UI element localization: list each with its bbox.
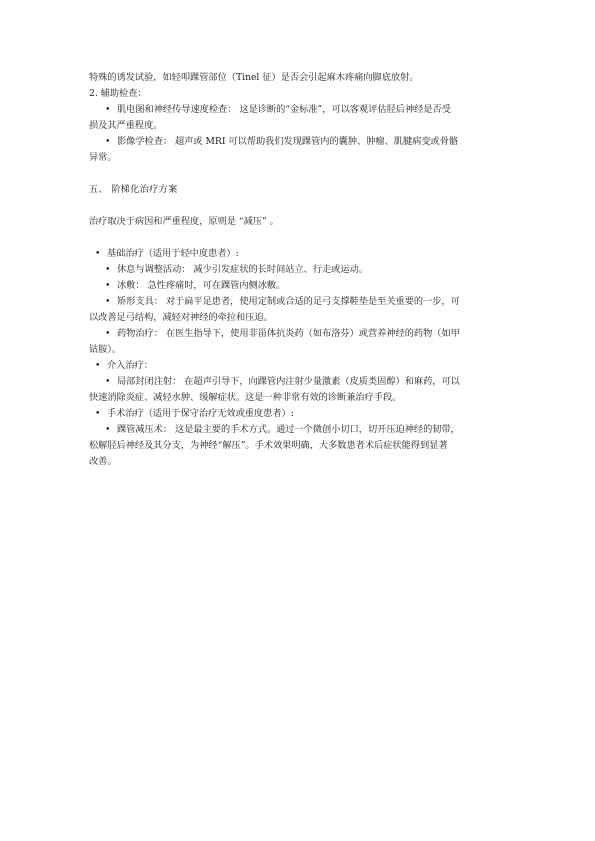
list-item-cont: 钴胺）。 [89, 344, 122, 355]
interventional-treatment-title: • 介入治疗： [89, 358, 509, 374]
bullet-icon: • [105, 136, 111, 147]
section-intro: 治疗取决于病因和严重程度，原则是 “减压” 。 [89, 216, 279, 227]
bullet-icon: • [105, 376, 111, 387]
aux-exam-item-text-cont: 异常。 [89, 152, 117, 163]
bullet-icon: • [105, 264, 111, 275]
list-item: • 踝管减压术： 这是最主要的手术方式。通过一个微创小切口，切开压迫神经的韧带， [89, 422, 509, 438]
surgical-treatment-title: • 手术治疗（适用于保守治疗无效或重度患者）: [89, 406, 509, 422]
bullet-icon: • [95, 248, 101, 259]
aux-exam-item-emg [89, 102, 509, 134]
list-item-cont: 以改善足弓结构，减轻对神经的牵拉和压迫。 [89, 312, 273, 323]
aux-exam-item-text: 肌电图和神经传导速度检查： 这是诊断的“金标准”，可以客观评估胫后神经是否受 [117, 104, 451, 115]
bullet-icon: • [95, 360, 101, 371]
list-item-cont: 改善。 [89, 456, 117, 467]
list-item: • 休息与调整活动： 减少引发症状的长时间站立、行走或运动。 [89, 262, 509, 278]
bullet-icon: • [105, 296, 111, 307]
list-item: • 局部封闭注射： 在超声引导下，向踝管内注射少量激素（皮质类固醇）和麻药，可以 [89, 374, 509, 390]
bullet-icon: • [105, 328, 111, 339]
document-page [89, 70, 509, 470]
intro-line: 特殊的诱发试验，如轻叩踝管部位（Tinel 征）是否会引起麻木疼痛向脚底放射。 [89, 72, 419, 83]
basic-treatment-title: • 基础治疗（适用于轻中度患者）: [89, 246, 509, 262]
bullet-icon: • [95, 408, 101, 419]
list-item-cont: 快速消除炎症、减轻水肿、缓解症状。这是一种非常有效的诊断兼治疗手段。 [89, 392, 402, 403]
bullet-icon: • [105, 104, 111, 115]
section-heading: 五、 阶梯化治疗方案 [89, 184, 178, 195]
list-item: • 矫形支具： 对于扁平足患者，使用定制或合适的足弓支撑鞋垫是至关重要的一步，可 [89, 294, 509, 310]
bullet-icon: • [105, 280, 111, 291]
aux-exam-item-text: 影像学检查： 超声或 MRI 可以帮助我们发现踝管内的囊肿、肿瘤、肌腱病变或骨骼 [117, 136, 459, 147]
bullet-icon: • [105, 424, 111, 435]
aux-exam-item-text-cont: 损及其严重程度。 [89, 120, 163, 131]
aux-exam-title: 2. 辅助检查： [89, 88, 147, 99]
aux-exam-item-imaging [89, 134, 509, 166]
list-item: • 冰敷： 急性疼痛时，可在踝管内侧冰敷。 [89, 278, 509, 294]
list-item: • 药物治疗： 在医生指导下，使用非甾体抗炎药（如布洛芬）或营养神经的药物（如甲 [89, 326, 509, 342]
list-item-cont: 松解胫后神经及其分支，为神经“解压”。手术效果明确，大多数患者术后症状能得到显著 [89, 440, 448, 451]
